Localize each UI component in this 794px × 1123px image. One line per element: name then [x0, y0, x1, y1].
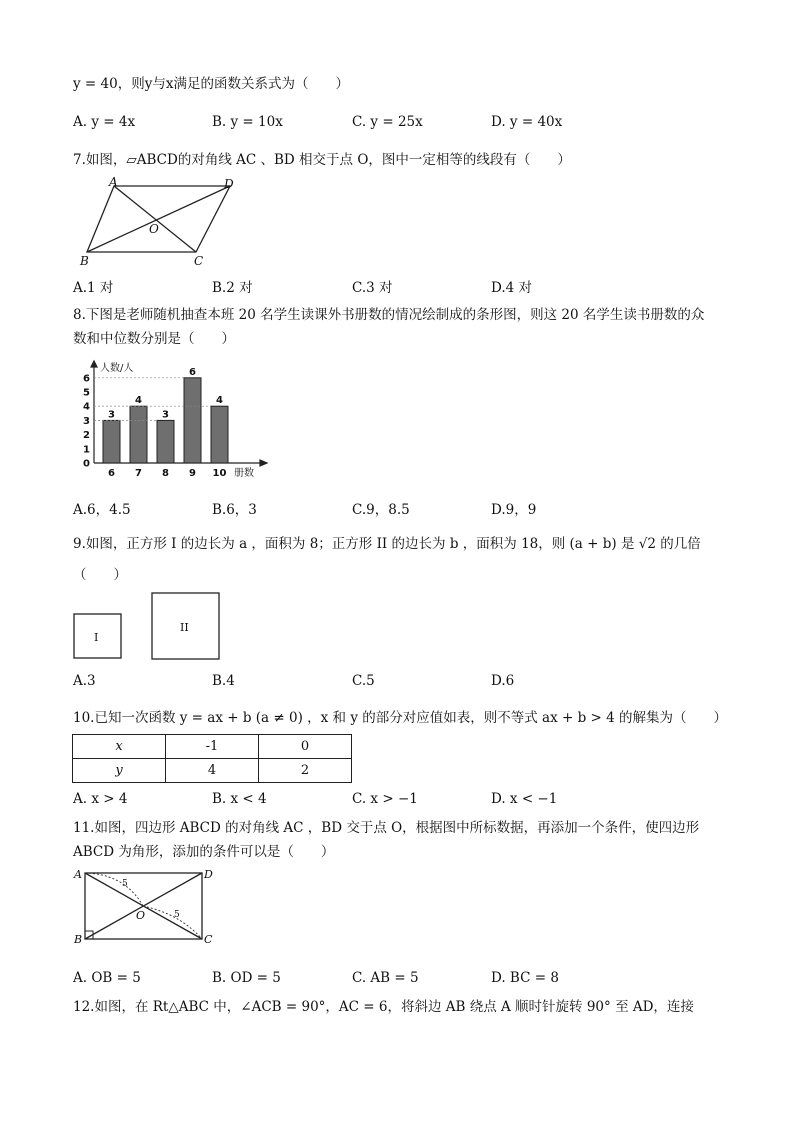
q7-label-b: B — [80, 254, 89, 268]
x-tick-label: 6 — [108, 468, 115, 479]
table-cell: x — [73, 735, 166, 759]
q7-option-b: B.2 对 — [212, 280, 253, 296]
q11-stem-line1: 11.如图，四边形 ABCD 的对角线 AC ，BD 交于点 O，根据图中所标数据，再添加一个条件，使四边形 — [73, 820, 700, 836]
q6-option-b: B. y = 10x — [212, 114, 283, 130]
q7-diagonal-bd — [87, 186, 230, 252]
x-axis-label: 册数 — [234, 468, 254, 479]
q11-stem-line2: ABCD 为角形，添加的条件可以是（ ） — [73, 844, 335, 860]
q7-stem: 7.如图，▱ABCD的对角线 AC 、BD 相交于点 O，图中一定相等的线段有（ ） — [73, 152, 571, 168]
y-tick-label: 4 — [83, 401, 90, 413]
bar-6 — [103, 420, 120, 463]
q7-option-d: D.4 对 — [491, 280, 533, 296]
q11-length-label-oc: 5 — [174, 910, 180, 920]
q6-option-c: C. y = 25x — [352, 114, 423, 130]
bar-value-label: 4 — [135, 395, 142, 407]
q11-length-label-ao: 5 — [122, 879, 128, 889]
q8-stem-line1: 8.下图是老师随机抽查本班 20 名学生读课外书册数的情况绘制成的条形图，则这 20 名学生读书册数的众 — [73, 307, 705, 323]
y-axis-label: 人数/人 — [100, 363, 134, 374]
q7-diagonal-ac — [114, 186, 196, 252]
q9-square-1-label: I — [94, 631, 99, 644]
q7-label-d: D — [224, 177, 234, 191]
q7-label-c: C — [194, 254, 204, 268]
q11-option-d: D. BC = 8 — [491, 970, 559, 986]
q6-option-a: A. y = 4x — [73, 114, 136, 130]
q7-label-a: A — [109, 176, 118, 189]
x-axis-arrow — [260, 460, 267, 466]
y-tick-label: 6 — [83, 373, 90, 385]
q8-bar-chart — [68, 353, 268, 483]
table-cell: y — [73, 759, 166, 783]
y-tick-label: 1 — [83, 444, 90, 456]
q10-option-d: D. x < −1 — [491, 791, 558, 807]
bar-9 — [184, 378, 201, 463]
q9-squares-figure — [70, 590, 230, 664]
q11-option-c: C. AB = 5 — [352, 970, 419, 986]
q9-option-b: B.4 — [212, 673, 235, 689]
q12-stem: 12.如图，在 Rt△ABC 中，∠ACB = 90°，AC = 6，将斜边 AB 绕点 A 顺时针旋转 90° 至 AD，连接 — [73, 999, 694, 1015]
x-tick-label: 8 — [162, 468, 169, 479]
q10-value-table — [72, 734, 352, 783]
q10-option-b: B. x < 4 — [212, 791, 267, 807]
q7-label-o: O — [149, 222, 159, 236]
y-tick-label: 0 — [83, 458, 90, 470]
table-cell: -1 — [166, 735, 259, 759]
q10-options — [73, 791, 733, 809]
q9-stem-line2: （ ） — [73, 567, 127, 583]
q7-parallelogram-figure — [72, 176, 242, 268]
q11-label-a: A — [74, 868, 82, 881]
q9-option-a: A.3 — [73, 673, 96, 689]
q8-stem-line2: 数和中位数分别是（ ） — [73, 331, 235, 347]
q11-label-d: D — [204, 868, 213, 881]
q7-option-c: C.3 对 — [352, 280, 393, 296]
bar-value-label: 4 — [216, 395, 223, 407]
q11-label-o: O — [136, 909, 146, 922]
q9-stem: 9.如图，正方形 I 的边长为 a ，面积为 8；正方形 II 的边长为 b ，面积为 18，则 (a + b) 是 √2 的几倍 — [73, 536, 701, 552]
q10-option-a: A. x > 4 — [73, 791, 128, 807]
y-tick-label: 2 — [83, 430, 90, 442]
bar-value-label: 3 — [108, 409, 115, 421]
q11-option-b: B. OD = 5 — [212, 970, 281, 986]
q6-stem: y = 40，则y与x满足的函数关系式为（ ） — [73, 76, 349, 92]
q7-options — [73, 276, 733, 294]
q11-options — [73, 970, 733, 988]
table-cell: 0 — [259, 735, 352, 759]
table-row — [73, 735, 352, 759]
q6-options — [73, 114, 733, 132]
q8-option-b: B.6，3 — [212, 502, 257, 518]
q9-options — [73, 673, 733, 691]
y-tick-label: 3 — [83, 415, 90, 427]
x-tick-label: 10 — [212, 468, 227, 479]
table-row — [73, 759, 352, 783]
q6-option-d: D. y = 40x — [491, 114, 563, 130]
x-tick-label: 9 — [189, 468, 196, 479]
q8-options — [73, 498, 733, 516]
q11-label-c: C — [204, 933, 213, 946]
q9-square-2-label: II — [180, 621, 189, 634]
q9-option-c: C.5 — [352, 673, 375, 689]
y-axis-arrow — [91, 361, 97, 367]
q11-option-a: A. OB = 5 — [73, 970, 141, 986]
q8-option-c: C.9，8.5 — [352, 502, 410, 518]
bar-value-label: 6 — [189, 366, 196, 378]
q7-option-a: A.1 对 — [73, 280, 114, 296]
table-cell: 2 — [259, 759, 352, 783]
q11-rectangle-figure — [70, 864, 220, 952]
q9-option-d: D.6 — [491, 673, 515, 689]
x-tick-label: 7 — [135, 468, 142, 479]
bar-8 — [157, 420, 174, 463]
bar-value-label: 3 — [162, 409, 169, 421]
q8-option-a: A.6，4.5 — [73, 502, 131, 518]
q11-label-b: B — [74, 933, 83, 946]
bar-7 — [130, 406, 147, 463]
q8-option-d: D.9，9 — [491, 502, 537, 518]
q10-stem: 10.已知一次函数 y = ax + b (a ≠ 0) ，x 和 y 的部分对应值如表，则不等式 ax + b > 4 的解集为（ ） — [73, 710, 728, 726]
q10-option-c: C. x > −1 — [352, 791, 418, 807]
table-cell: 4 — [166, 759, 259, 783]
y-tick-label: 5 — [83, 387, 90, 399]
bar-10 — [211, 406, 228, 463]
